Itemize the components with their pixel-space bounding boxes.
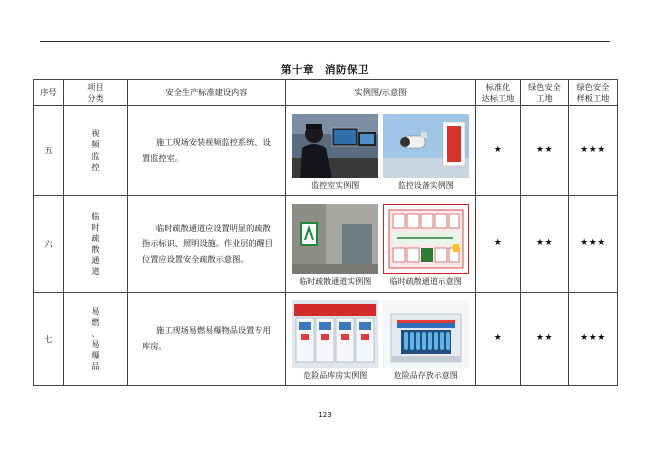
image-caption: 监控设备实例图: [397, 180, 454, 190]
chapter-title: 第十章 消防保卫: [281, 64, 369, 76]
row-seq: 六: [34, 196, 64, 293]
row-content: 临时疏散通道应设置明显的疏散指示标识、照明设施。作业层的醒目位置应设置安全疏散示意图。: [128, 196, 286, 293]
camera-device-photo: [383, 114, 469, 178]
hazardous-storage-diagram: [383, 300, 469, 368]
row-seq: 七: [34, 293, 64, 386]
row-category: 易 燃 、 易 爆 品: [64, 293, 128, 386]
header-content: 安全生产标准建设内容: [128, 80, 286, 106]
standard-rating: ★: [476, 196, 521, 293]
page-number: 123: [318, 411, 332, 419]
monitoring-room-photo: [292, 114, 378, 178]
row-images: [286, 106, 476, 196]
hazardous-storage-photo: [292, 300, 378, 368]
row-content: 施工现场易燃易爆物品设置专用库房。: [128, 293, 286, 386]
model-rating: ★★★: [569, 293, 618, 386]
row-content: 施工现场安装视频监控系统、设置监控室。: [128, 106, 286, 196]
image-caption: 临时疏散通道实例图: [299, 277, 372, 286]
image-caption: 临时疏散通道示意图: [389, 277, 462, 286]
standard-rating: ★: [476, 293, 521, 386]
image-caption: 危险品存放示意图: [393, 371, 458, 380]
row-images: [286, 196, 476, 293]
header-seq: 序号: [34, 80, 64, 106]
evacuation-diagram: [383, 204, 469, 274]
green-rating: ★★: [521, 106, 569, 196]
table-row: [34, 293, 618, 386]
table-row: [34, 106, 618, 196]
model-rating: ★★★: [569, 196, 618, 293]
table-row: [34, 196, 618, 293]
row-images: [286, 293, 476, 386]
header-standard: 标准化 达标工地: [476, 80, 521, 106]
header-category: 项目 分类: [64, 80, 128, 106]
evacuation-passage-photo: [292, 204, 378, 274]
header-images: 实例图/示意图: [286, 80, 476, 106]
row-category: 临 时 疏 散 通 道: [64, 196, 128, 293]
header-green: 绿色安全 工地: [521, 80, 569, 106]
standard-rating: ★: [476, 106, 521, 196]
row-category: 视 频 监 控: [64, 106, 128, 196]
model-rating: ★★★: [569, 106, 618, 196]
row-seq: 五: [34, 106, 64, 196]
image-caption: 危险品库房实例图: [303, 371, 368, 380]
green-rating: ★★: [521, 196, 569, 293]
table-header-row: [34, 80, 618, 106]
header-rule: [40, 41, 610, 42]
standards-table: [33, 79, 618, 386]
green-rating: ★★: [521, 293, 569, 386]
header-model: 绿色安全 样板工地: [569, 80, 618, 106]
image-caption: 监控室实例图: [311, 180, 360, 190]
